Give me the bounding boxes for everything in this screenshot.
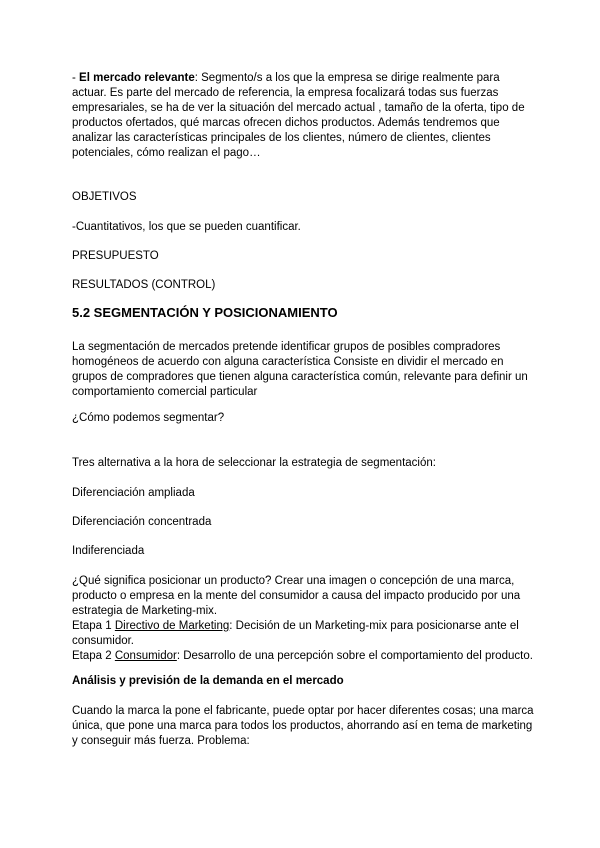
subheading: Análisis y previsión de la demanda en el mercado: [72, 675, 344, 687]
objetivos-label: OBJETIVOS: [72, 191, 137, 203]
etapa-1-text: : Decisión de un Marketing-mix para posicionarse ante el consumidor.: [72, 620, 519, 647]
intro-paragraph: [72, 71, 534, 161]
etapa-2-term: Consumidor: [114, 650, 177, 662]
resultados-label: RESULTADOS (CONTROL): [72, 279, 216, 291]
etapa-1-line: [72, 619, 534, 649]
etapa-2-text: : Desarrollo de una percepción sobre el comportamiento del producto.: [176, 650, 533, 662]
presupuesto-label: PRESUPUESTO: [72, 250, 159, 262]
strategy-item: Diferenciación ampliada: [72, 487, 195, 499]
strategy-item: Indiferenciada: [72, 545, 145, 557]
segmentacion-paragraph: La segmentación de mercados pretende identificar grupos de posibles compradores homogéneos de acuerdo con alguna característica Consiste en dividir el mercado en grupos de compradores que tienen alguna característica común, relevante para definir un comportamiento comercial particular: [72, 341, 528, 398]
cuantitativos-line: -Cuantitativos, los que se pueden cuantificar.: [72, 221, 301, 233]
posicionar-paragraph: ¿Qué significa posicionar un producto? Crear una imagen o concepción de una marca, producto o empresa en la mente del consumidor a causa del impacto producido por una estrategia de Marketing-mix.: [72, 575, 521, 617]
strategy-item: Diferenciación concentrada: [72, 516, 212, 528]
intro-text: : Segmento/s a los que la empresa se dirige realmente para actuar. Es parte del mercado de referencia, la empresa focalizará todas sus fuerzas empresariales, se ha de ver la situación del mercado actual , tamaño de la oferta, tipo de productos ofertados, qué marcas ofrecen dichos productos. Además tendremos que analizar las características principales de los clientes, número de clientes, clientes potenciales, cómo realizan el pago…: [72, 72, 525, 159]
posicionar-block: [72, 574, 534, 664]
etapa-1-term: Directivo de Marketing: [114, 620, 230, 632]
section-heading: 5.2 SEGMENTACIÓN Y POSICIONAMIENTO: [72, 305, 338, 320]
etapa-2-prefix: Etapa 2: [72, 650, 115, 662]
segment-question: ¿Cómo podemos segmentar?: [72, 412, 225, 424]
etapa-1-prefix: Etapa 1: [72, 620, 115, 632]
tres-alternativas-line: Tres alternativa a la hora de seleccionar la estrategia de segmentación:: [72, 457, 436, 469]
intro-prefix: -: [72, 72, 80, 84]
etapa-2-line: [72, 649, 534, 664]
marca-paragraph: Cuando la marca la pone el fabricante, puede optar por hacer diferentes cosas; una marca única, que pone una marca para todos los productos, ahorrando así en tema de marketing y conseguir más fuerza. Problema:: [72, 705, 534, 747]
intro-term: El mercado relevante: [79, 72, 195, 84]
